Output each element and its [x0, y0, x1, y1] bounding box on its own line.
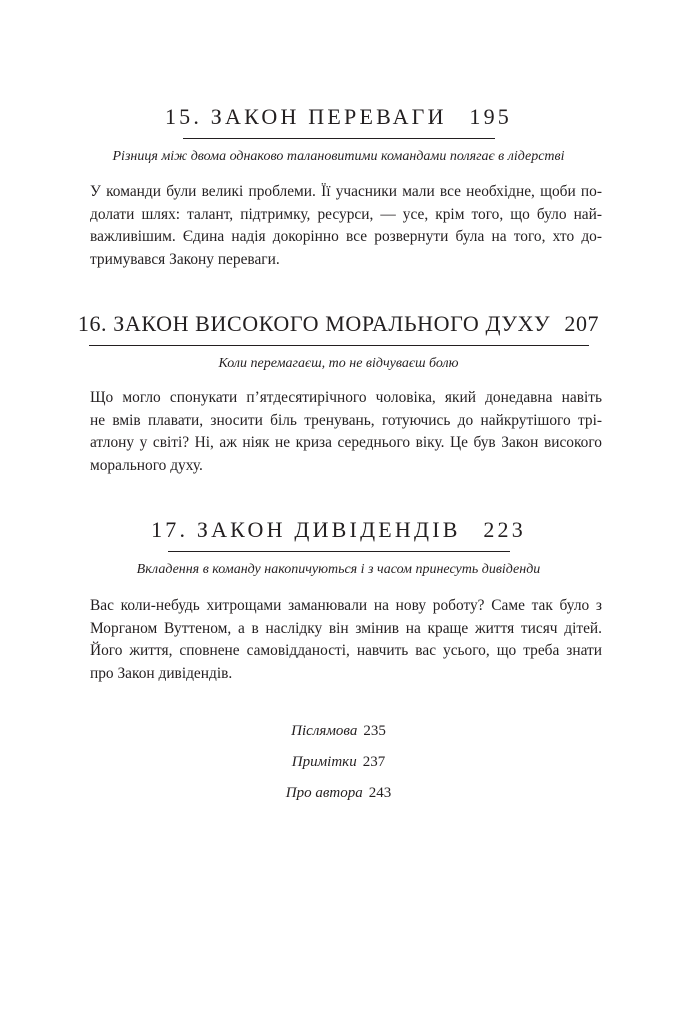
summary-line: долати шлях: талант, підтримку, ресурси, — усе, крім того, що було най- — [90, 205, 602, 223]
chapter-15-subtitle: Різниця між двома однаково талановитими командами полягає в лідерстві — [112, 149, 565, 164]
backmatter-item-about-author — [0, 778, 677, 809]
summary-line: У команди були великі проблеми. Її учасники мали все необхідне, щоби по- — [90, 183, 602, 200]
chapter-15-summary — [90, 181, 602, 271]
backmatter-item-afterword — [0, 716, 677, 747]
chapter-17 — [0, 517, 677, 579]
backmatter-label: Післямова — [291, 723, 358, 739]
chapter-17-title — [0, 517, 677, 543]
chapter-number: 15. — [164, 104, 203, 129]
summary-line: тримувався Закону переваги. — [90, 250, 280, 268]
chapter-page-number: 223 — [483, 517, 526, 542]
chapter-15-title — [0, 104, 677, 130]
chapter-number: 16. — [77, 311, 108, 336]
backmatter-page: 237 — [362, 754, 386, 770]
chapter-15 — [0, 104, 677, 166]
chapter-name: ЗАКОН ВИСОКОГО МОРАЛЬНОГО ДУХУ — [113, 311, 551, 336]
chapter-page-number: 195 — [469, 104, 513, 129]
chapter-16 — [0, 311, 677, 373]
summary-line: Його життя, сповнене самовідданості, навчить вас усього, що треба знати — [90, 642, 602, 660]
backmatter-label: Про автора — [285, 785, 363, 801]
chapter-15-rule — [183, 138, 495, 139]
chapter-17-subtitle: Вкладення в команду накопичуються і з часом принесуть дивіденди — [136, 562, 541, 577]
summary-line: важливішим. Єдина надія докорінно все розвернути була на того, хто до- — [90, 228, 602, 246]
chapter-name: ЗАКОН ДИВІДЕНДІВ — [196, 517, 461, 542]
summary-line: Морганом Вуттеном, а в наслідку він змінив на краще життя тисяч дітей. — [90, 619, 602, 637]
summary-line: Що могло спонукати п’ятдесятирічного чоловіка, який донедавна навіть — [90, 389, 602, 406]
chapter-16-title — [0, 311, 677, 337]
chapter-name: ЗАКОН ПЕРЕВАГИ — [210, 104, 447, 129]
summary-line: атлону у світі? Ні, аж ніяк не криза середнього віку. Це був Закон високого — [90, 434, 602, 452]
summary-line: Вас коли-небудь хитрощами заманювали на нову роботу? Саме так було з — [90, 597, 602, 614]
backmatter-label: Примітки — [291, 754, 357, 770]
summary-line: морального духу. — [90, 456, 203, 474]
chapter-16-rule — [89, 345, 589, 346]
backmatter-list — [0, 716, 677, 809]
backmatter-page: 235 — [363, 723, 386, 739]
chapter-number: 17. — [151, 517, 189, 542]
chapter-page-number: 207 — [564, 311, 600, 336]
chapter-16-subtitle: Коли перемагаєш, то не відчуваєш болю — [218, 356, 459, 371]
backmatter-item-notes — [0, 747, 677, 778]
chapter-17-summary — [90, 595, 602, 685]
chapter-17-rule — [168, 551, 510, 552]
backmatter-page: 243 — [368, 785, 392, 801]
summary-line: не вмів плавати, зносити біль тренувань, готуючись до найкрутішого трі- — [90, 411, 602, 429]
summary-line: про Закон дивідендів. — [90, 664, 233, 682]
chapter-16-summary — [90, 387, 602, 477]
